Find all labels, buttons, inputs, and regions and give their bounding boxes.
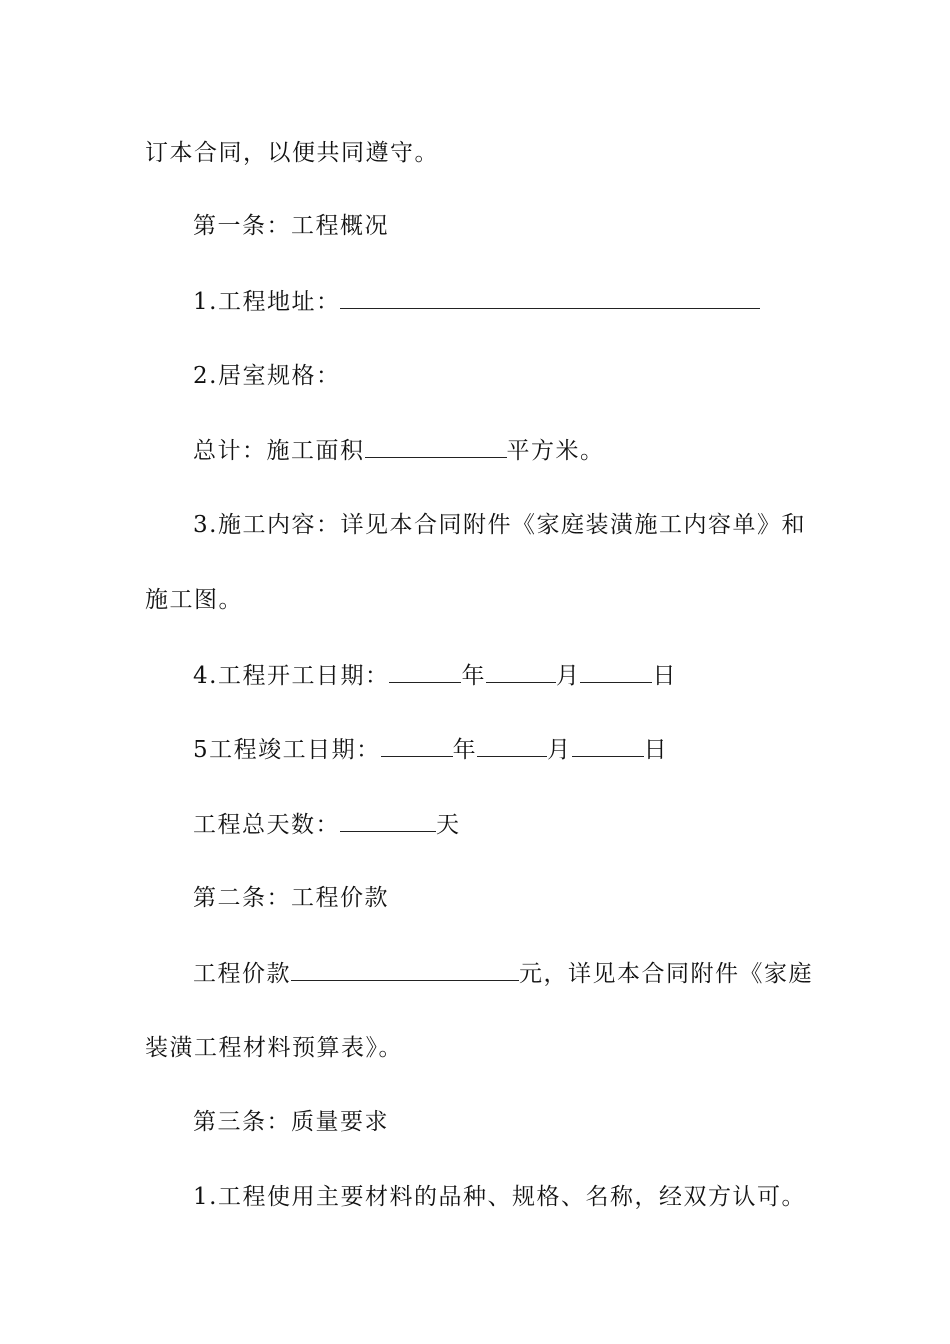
project-price-label: 工程价款 xyxy=(193,961,291,987)
total-days-line xyxy=(193,809,461,840)
room-spec-label: 2.居室规格： xyxy=(193,363,341,389)
end-day-unit: 日 xyxy=(643,737,669,763)
start-year-unit: 年 xyxy=(461,663,486,689)
total-days-label: 工程总天数： xyxy=(193,812,340,838)
article1-heading-text: 第一条：工程概况 xyxy=(193,213,389,239)
project-address-line xyxy=(193,286,760,317)
project-address-blank[interactable] xyxy=(340,286,760,309)
article3-heading-text: 第三条：质量要求 xyxy=(193,1109,389,1135)
project-address-label: 1.工程地址： xyxy=(193,289,341,315)
construction-content-text1: 3.施工内容：详见本合同附件《家庭装潢施工内容单》和 xyxy=(193,512,806,538)
project-price-tail: 元，详见本合同附件《家庭 xyxy=(519,961,813,987)
project-price-line2 xyxy=(145,1033,403,1063)
article2-heading xyxy=(193,883,389,913)
intro-tail-text: 订本合同，以便共同遵守。 xyxy=(145,140,439,166)
start-day-blank[interactable] xyxy=(580,660,652,683)
quality-item1-line xyxy=(193,1182,806,1212)
start-date-label: 4.工程开工日期： xyxy=(193,663,390,689)
end-day-blank[interactable] xyxy=(572,734,644,757)
intro-tail xyxy=(145,138,439,168)
construction-area-unit: 平方米。 xyxy=(506,438,605,464)
start-year-blank[interactable] xyxy=(389,660,461,683)
project-price-line1 xyxy=(193,958,813,989)
start-day-unit: 日 xyxy=(652,663,677,689)
start-date-line xyxy=(193,660,677,691)
project-price-blank[interactable] xyxy=(291,958,519,981)
article1-heading xyxy=(193,211,389,241)
end-month-unit: 月 xyxy=(547,737,572,763)
total-days-unit: 天 xyxy=(436,812,461,838)
construction-area-blank[interactable] xyxy=(365,435,507,458)
article3-heading xyxy=(193,1107,389,1137)
start-month-unit: 月 xyxy=(555,663,581,689)
article2-heading-text: 第二条：工程价款 xyxy=(193,885,389,911)
room-spec-line xyxy=(193,361,340,391)
total-days-blank[interactable] xyxy=(340,809,436,832)
construction-area-line xyxy=(193,435,605,466)
construction-content-text2: 施工图。 xyxy=(145,587,243,613)
construction-content-line2 xyxy=(145,585,243,615)
end-date-label: 5工程竣工日期： xyxy=(193,737,381,763)
quality-item1-text: 1.工程使用主要材料的品种、规格、名称，经双方认可。 xyxy=(193,1184,806,1210)
start-month-blank[interactable] xyxy=(486,660,556,683)
project-price-text2: 装潢工程材料预算表》。 xyxy=(145,1035,403,1061)
end-year-blank[interactable] xyxy=(381,734,453,757)
construction-content-line1 xyxy=(193,510,806,540)
end-date-line xyxy=(193,734,668,765)
construction-area-label: 总计：施工面积 xyxy=(193,438,365,464)
end-month-blank[interactable] xyxy=(477,734,547,757)
end-year-unit: 年 xyxy=(452,737,478,763)
